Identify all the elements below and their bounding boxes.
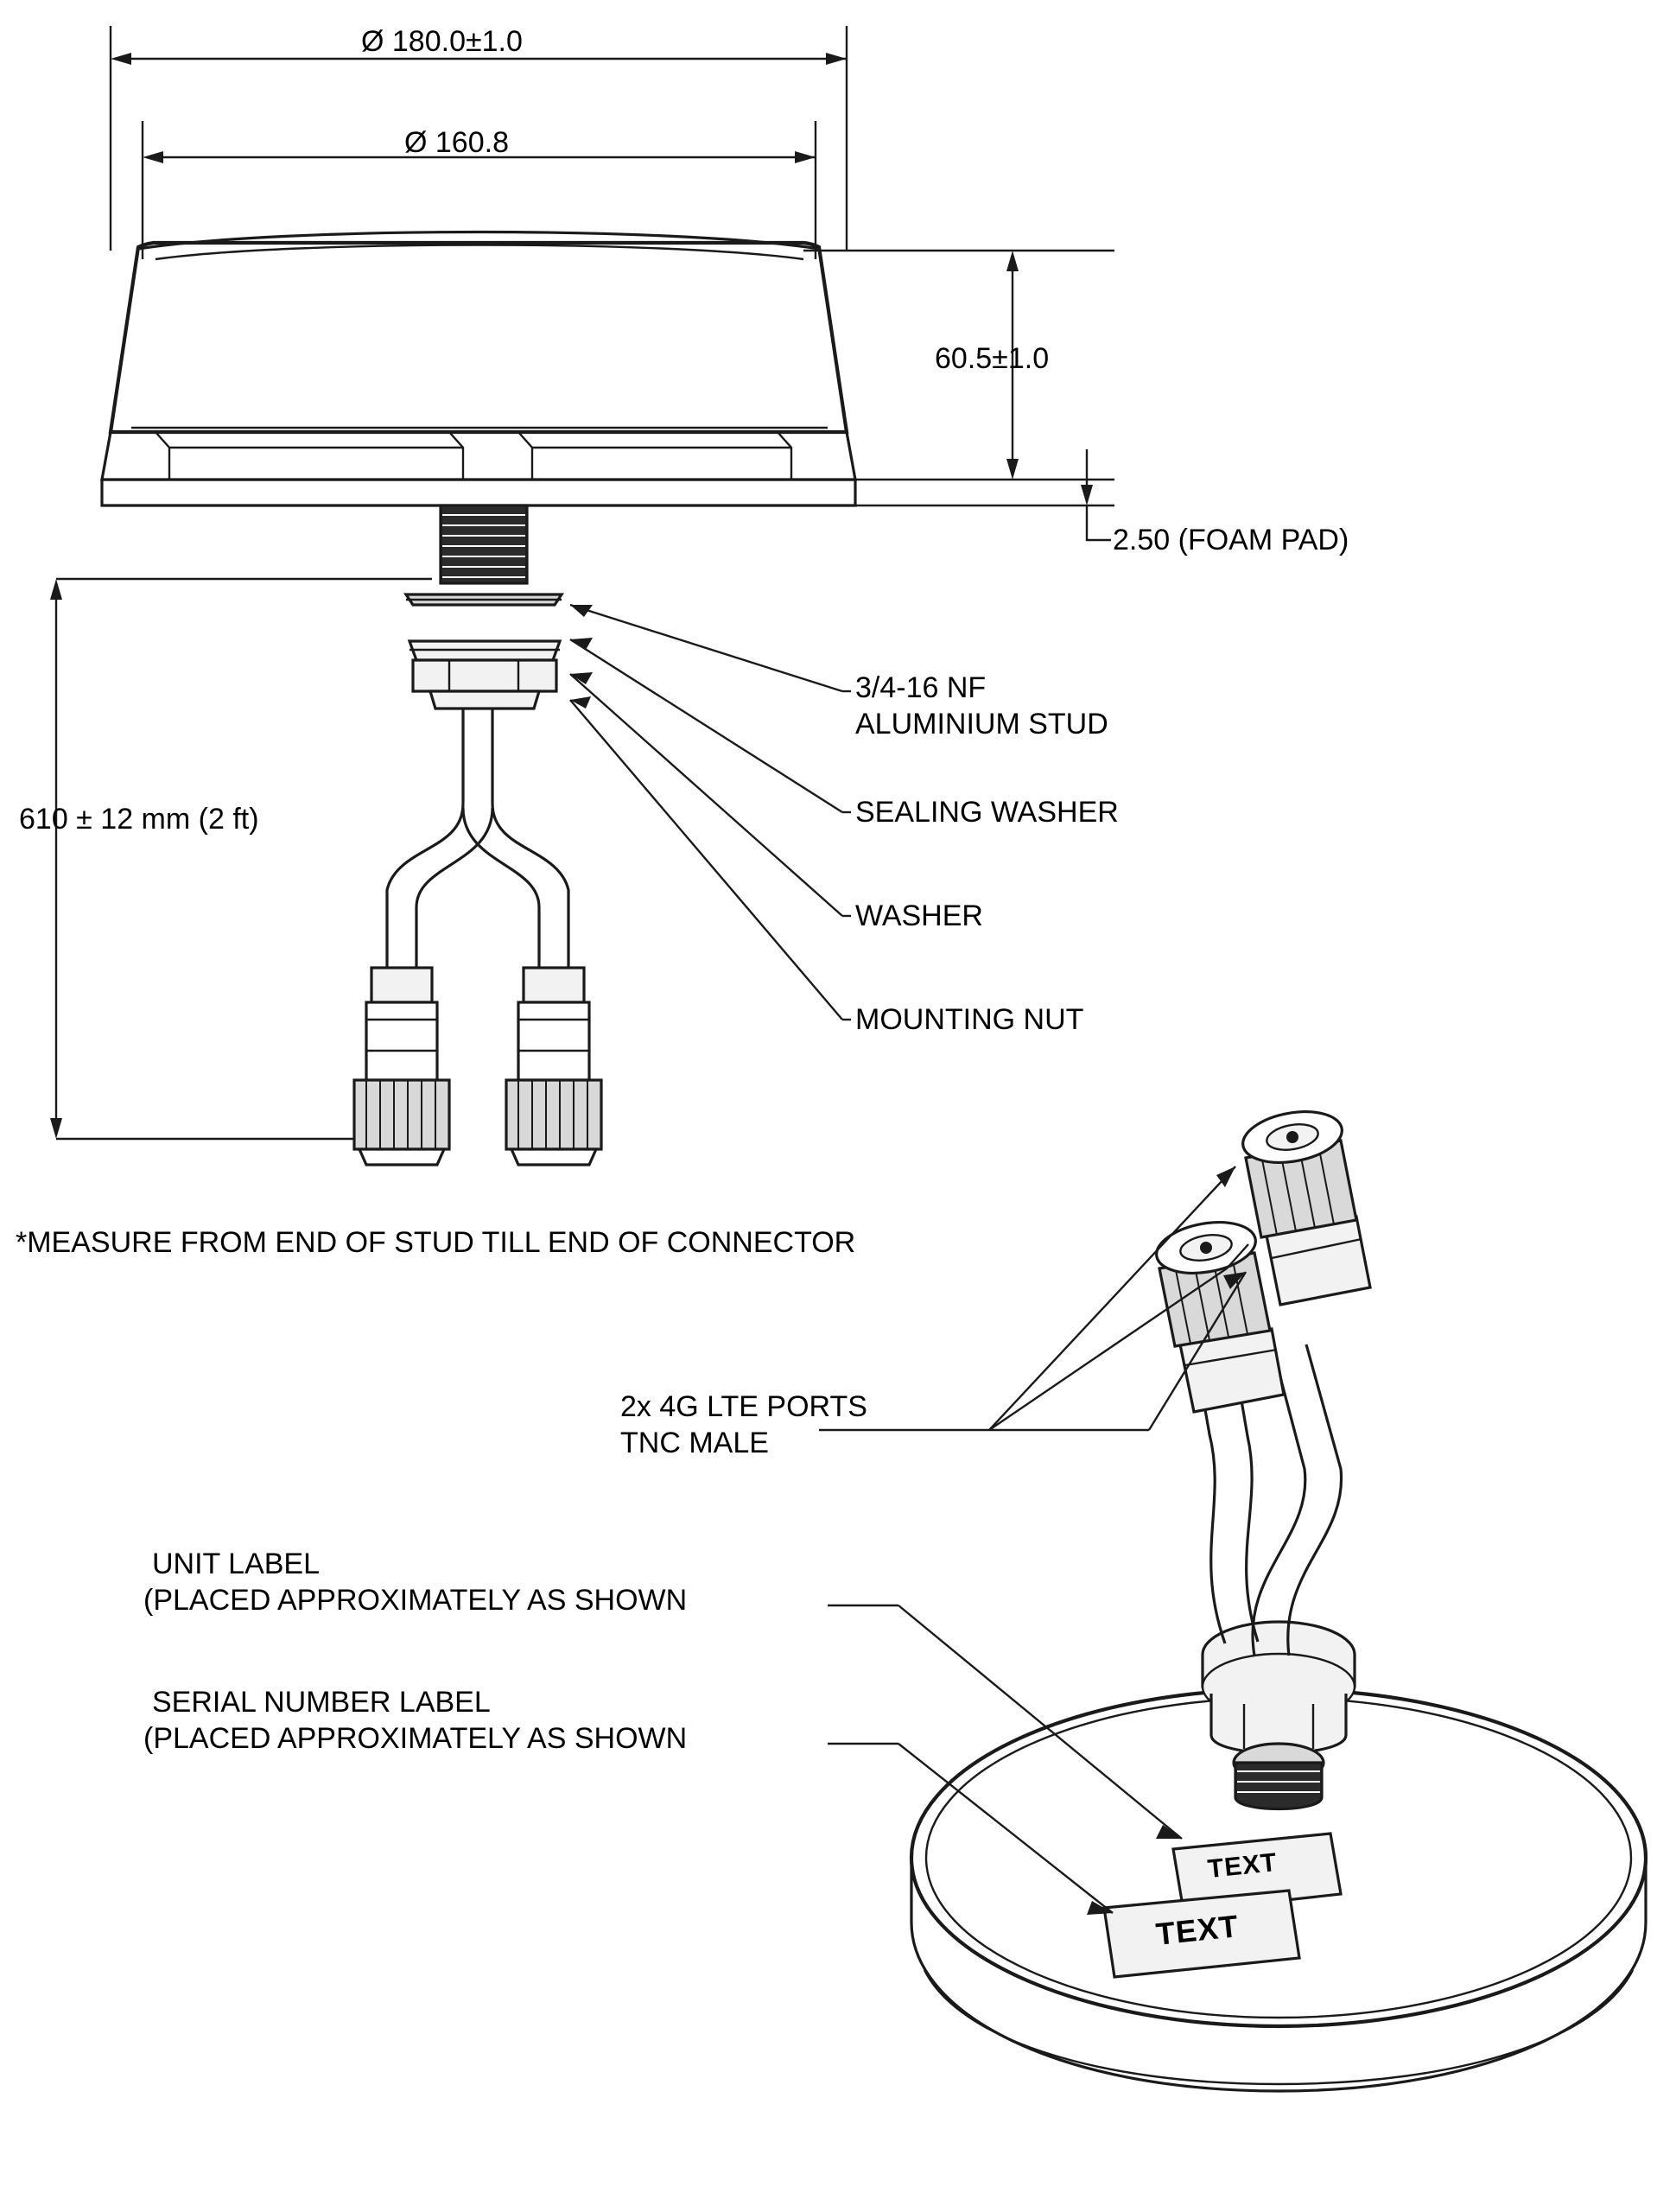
arrow-od-left (111, 53, 131, 65)
dimension-foam-pad: 2.50 (FOAM PAD) (1113, 524, 1349, 556)
dimension-inner-diameter: Ø 160.8 (404, 126, 509, 159)
connector-left-tip (359, 1149, 444, 1165)
iso-stud (1235, 1763, 1322, 1809)
arrow-id-right (795, 151, 816, 163)
callout-stud-line1: 3/4-16 NF (855, 671, 987, 704)
radome-body (111, 243, 847, 432)
dimension-cable-length: 610 ± 12 mm (2 ft) (19, 803, 259, 836)
base-flange (102, 432, 855, 480)
mounting-nut (413, 660, 556, 691)
dimension-outer-diameter: Ø 180.0±1.0 (361, 25, 523, 58)
connector-right-body (518, 1002, 589, 1080)
callout-unit-label-line1: UNIT LABEL (152, 1548, 321, 1580)
iso-cable-right-b (1288, 1344, 1342, 1656)
cable-right-outer (492, 804, 568, 994)
connector-right-tip (511, 1149, 596, 1165)
callout-leaders-top (570, 605, 851, 1020)
dimension-height: 60.5±1.0 (935, 342, 1050, 375)
callout-unit-label-line2: (PLACED APPROXIMATELY AS SHOWN (143, 1584, 688, 1617)
connector-left (354, 968, 449, 1165)
iso-conn-lower-pin (1200, 1242, 1212, 1254)
callout-mounting-nut: MOUNTING NUT (855, 1003, 1084, 1036)
arrow-id-left (143, 151, 163, 163)
arrow-height-top (1006, 251, 1019, 271)
cable-left-outer (387, 804, 463, 994)
callout-serial-label-line1: SERIAL NUMBER LABEL (152, 1686, 491, 1719)
arrow-height-bottom (1006, 459, 1019, 480)
callout-sealing-washer: SEALING WASHER (855, 796, 1119, 829)
arrow-length-top (50, 579, 62, 600)
iso-cables (1152, 1104, 1370, 1656)
callout-washer: WASHER (855, 899, 983, 932)
radome-side-view (102, 232, 855, 506)
leader-washer (570, 674, 842, 916)
threaded-stud (441, 505, 527, 583)
pigtail-cables (354, 709, 601, 1165)
callout-stud-line2: ALUMINIUM STUD (855, 708, 1108, 741)
mount-hardware (406, 505, 562, 709)
connector-right (506, 968, 601, 1165)
leader-stud (570, 605, 842, 691)
leader-mounting-nut (570, 700, 842, 1020)
callout-ports-line1: 2x 4G LTE PORTS (620, 1390, 867, 1423)
cable-right-inner (463, 808, 539, 994)
callout-serial-label-line2: (PLACED APPROXIMATELY AS SHOWN (143, 1722, 688, 1755)
nut-collar (430, 691, 539, 709)
iso-connector-lower (1152, 1215, 1284, 1412)
note-measure-from-stud: *MEASURE FROM END OF STUD TILL END OF CONNECTOR (16, 1226, 856, 1259)
connector-right-strain-relief (524, 968, 584, 1002)
callout-ports-line2: TNC MALE (620, 1427, 769, 1459)
leader-sealing-washer (570, 639, 842, 812)
base-plate (102, 480, 855, 505)
arrow-foam (1081, 485, 1093, 505)
serial-label-text: TEXT (1154, 1908, 1241, 1952)
unit-label-text: TEXT (1206, 1847, 1279, 1885)
arrow-length-bottom (50, 1118, 62, 1139)
arrow-od-right (826, 53, 847, 65)
connector-left-strain-relief (371, 968, 432, 1002)
connector-left-body (366, 1002, 437, 1080)
leader-foam (1087, 505, 1111, 540)
cable-left-inner (416, 808, 492, 994)
iso-conn-upper-pin (1286, 1131, 1298, 1143)
arrow-sealing-washer (570, 638, 593, 650)
